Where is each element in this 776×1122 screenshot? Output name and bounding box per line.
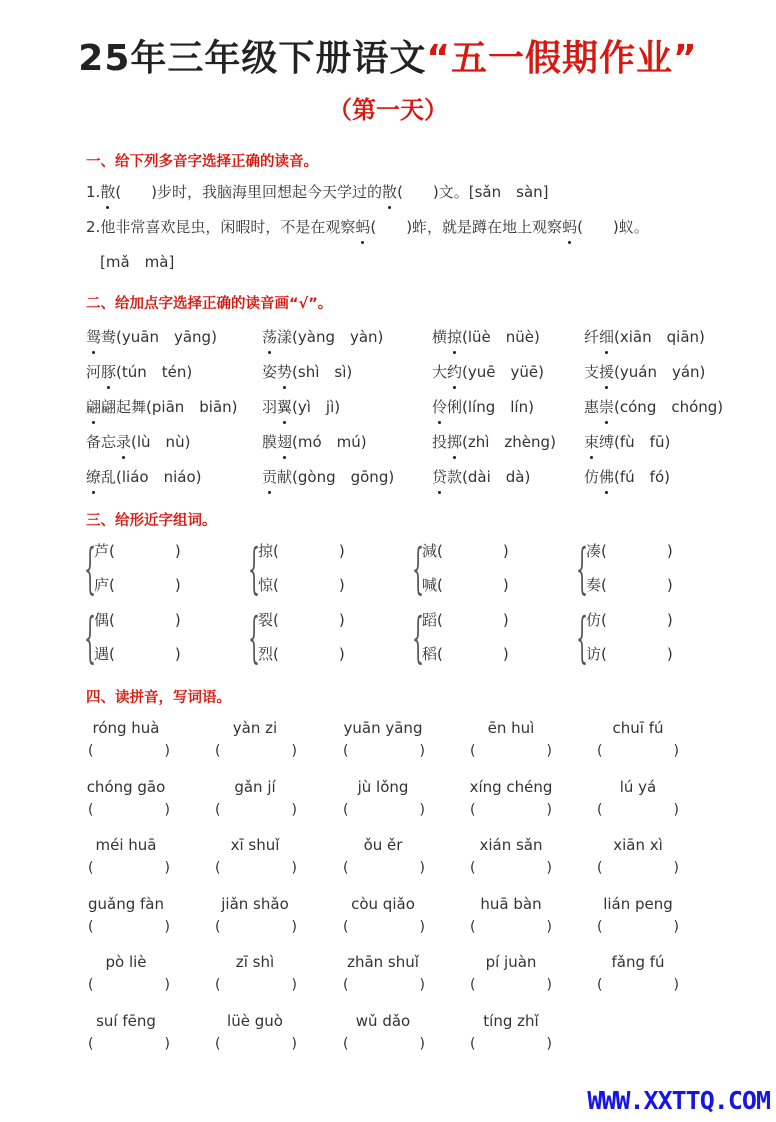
page-title <box>0 30 776 81</box>
dotted-char: 细 <box>599 328 615 346</box>
pinyin-label: suí fēng <box>96 1011 156 1030</box>
pronunciation-choice[interactable]: 羽翼(yì jì) <box>262 398 341 416</box>
pronunciation-choice[interactable]: 鸳鸯(yuān yāng) <box>86 328 217 346</box>
pinyin-label: róng huà <box>92 719 160 737</box>
brace-icon: { <box>84 606 97 669</box>
title-main: 25年三年级下册语文 <box>78 38 427 79</box>
word-blank[interactable]: 偶( ) <box>94 611 181 629</box>
section-2-heading: 二、给加点字选择正确的读音画“√”。 <box>86 296 333 312</box>
pronunciation-choice[interactable]: 伶俐(líng lín) <box>432 398 534 416</box>
pinyin-label: fǎng fú <box>611 953 665 971</box>
dotted-char: 散 <box>100 183 116 201</box>
word-blank[interactable]: 掠( ) <box>258 542 345 560</box>
word-blank[interactable]: 凑( ) <box>586 542 673 560</box>
pinyin-label: lüè guò <box>227 1011 283 1030</box>
pinyin-label: tíng zhǐ <box>483 1011 539 1030</box>
pinyin-label: xíng chéng <box>469 777 553 796</box>
char-pair <box>412 606 532 669</box>
question-2: 2.他非常喜欢昆虫，闲暇时，不是在观察蚂( )蚱，就是蹲在地上观察蚂( )蚁。 <box>86 218 649 236</box>
pinyin-label: wǔ dǎo <box>355 1011 411 1030</box>
dotted-char: 荡 <box>262 328 278 346</box>
word-blank[interactable]: 访( ) <box>586 645 673 663</box>
pronunciation-choice[interactable]: 膜翅(mó mú) <box>262 433 367 451</box>
pronunciation-choice[interactable]: 惠崇(cóng chóng) <box>584 398 724 416</box>
dotted-char: 贡 <box>262 468 278 486</box>
pinyin-label: còu qiǎo <box>351 894 415 913</box>
char-pair <box>412 537 532 600</box>
pronunciation-choice[interactable]: 贡献(gòng gōng) <box>262 468 395 486</box>
word-blank[interactable]: 惊( ) <box>258 576 345 594</box>
pinyin-label: chóng gāo <box>86 777 166 796</box>
pinyin-label: xī shuǐ <box>230 836 280 854</box>
char-pair <box>576 606 696 669</box>
page-subtitle: （第一天） <box>328 96 448 124</box>
dotted-char: 崇 <box>599 398 615 416</box>
word-blank[interactable]: 稻( ) <box>422 645 509 663</box>
pinyin-label: ēn huì <box>487 719 535 737</box>
question-1: 1.散( )步时，我脑海里回想起今天学过的散( )文。[sǎn sàn] <box>86 183 549 201</box>
pinyin-label: jù lǒng <box>357 777 409 796</box>
pinyin-label: ǒu ěr <box>363 836 403 854</box>
question-2-options: [mǎ mà] <box>100 253 175 271</box>
word-blank[interactable]: 庐( ) <box>94 576 181 594</box>
pinyin-label: jiǎn shǎo <box>221 894 289 913</box>
brace-icon: { <box>576 606 589 669</box>
brace-icon: { <box>84 537 97 600</box>
pronunciation-choice[interactable]: 河豚(tún tén) <box>86 363 193 381</box>
word-blank[interactable]: 喊( ) <box>422 576 509 594</box>
brace-icon: { <box>248 537 261 600</box>
word-blank[interactable]: 芦( ) <box>94 542 181 560</box>
dotted-char: 录 <box>116 433 132 451</box>
pinyin-label: guǎng fàn <box>88 894 164 913</box>
pronunciation-choice[interactable]: 翩翩起舞(piān biān) <box>86 398 238 416</box>
word-blank[interactable]: 裂( ) <box>258 611 345 629</box>
pinyin-label: yàn zi <box>232 719 278 737</box>
pinyin-label: lú yá <box>619 777 657 796</box>
pinyin-label: zhān shuǐ <box>347 953 419 971</box>
dotted-char: 掠 <box>447 328 463 346</box>
word-blank[interactable]: 烈( ) <box>258 645 345 663</box>
pronunciation-choice[interactable]: 仿佛(fú fó) <box>584 468 670 486</box>
char-pair <box>84 606 204 669</box>
title-quote: “五一假期作业” <box>426 38 698 79</box>
word-blank[interactable]: 遇( ) <box>94 645 181 663</box>
word-blank[interactable]: 蹈( ) <box>422 611 509 629</box>
pinyin-label: xián sǎn <box>479 836 543 854</box>
section-1-heading: 一、给下列多音字选择正确的读音。 <box>86 154 318 170</box>
dotted-char: 缭 <box>86 468 102 486</box>
pinyin-label: yuān yāng <box>343 719 423 737</box>
dotted-char: 翅 <box>277 433 293 451</box>
site-watermark: WWW.XXTTQ.COM <box>587 1086 770 1115</box>
dotted-char: 贷 <box>432 468 448 486</box>
char-pair <box>576 537 696 600</box>
pronunciation-choice[interactable]: 备忘录(lù nù) <box>86 433 191 451</box>
dotted-char: 鸳 <box>86 328 102 346</box>
pronunciation-choice[interactable]: 大约(yuē yüē) <box>432 363 544 381</box>
pinyin-label: zī shì <box>235 953 275 971</box>
pinyin-label: pò liè <box>105 953 147 971</box>
brace-icon: { <box>412 606 425 669</box>
pinyin-label: méi huā <box>95 836 157 854</box>
dotted-char: 蚂 <box>355 218 371 236</box>
section-4-heading: 四、读拼音，写词语。 <box>86 690 231 706</box>
pinyin-label: xiān xì <box>613 836 663 854</box>
pronunciation-choice[interactable]: 荡漾(yàng yàn) <box>262 328 384 346</box>
dotted-char: 蚂 <box>562 218 578 236</box>
dotted-char: 佛 <box>599 468 615 486</box>
pronunciation-choice[interactable]: 束缚(fù fū) <box>584 433 671 451</box>
dotted-char: 散 <box>382 183 398 201</box>
dotted-char: 伶 <box>432 398 448 416</box>
pronunciation-choice[interactable]: 缭乱(liáo niáo) <box>86 468 202 486</box>
brace-icon: { <box>576 537 589 600</box>
brace-icon: { <box>248 606 261 669</box>
dotted-char: 束 <box>584 433 600 451</box>
word-blank[interactable]: 減( ) <box>422 542 509 560</box>
dotted-char: 势 <box>277 363 293 381</box>
dotted-char: 翼 <box>277 398 293 416</box>
dotted-char: 援 <box>599 363 615 381</box>
brace-icon: { <box>412 537 425 600</box>
pronunciation-choice[interactable]: 支援(yuán yán) <box>584 363 706 381</box>
pronunciation-choice[interactable]: 纤细(xiān qiān) <box>584 328 705 346</box>
word-blank[interactable]: 奏( ) <box>586 576 673 594</box>
dotted-char: 掷 <box>447 433 463 451</box>
pinyin-label: gǎn jí <box>234 777 276 796</box>
pronunciation-choice[interactable]: 投掷(zhì zhèng) <box>432 433 556 451</box>
word-blank[interactable]: 仿( ) <box>586 611 673 629</box>
char-pair <box>84 537 204 600</box>
dotted-char: 约 <box>447 363 463 381</box>
dotted-char: 翩 <box>86 398 102 416</box>
char-pair <box>248 537 368 600</box>
pronunciation-choice[interactable]: 贷款(dài dà) <box>432 468 531 486</box>
pinyin-label: pí juàn <box>485 953 537 971</box>
pinyin-label: chuī fú <box>612 719 664 737</box>
section-3-heading: 三、给形近字组词。 <box>86 513 217 529</box>
char-pair <box>248 606 368 669</box>
pronunciation-choice[interactable]: 横掠(lüè nüè) <box>432 328 540 346</box>
pinyin-label: lián peng <box>603 894 673 913</box>
dotted-char: 豚 <box>101 363 117 381</box>
pinyin-label: huā bàn <box>480 894 542 913</box>
pronunciation-choice[interactable]: 姿势(shì sì) <box>262 363 353 381</box>
